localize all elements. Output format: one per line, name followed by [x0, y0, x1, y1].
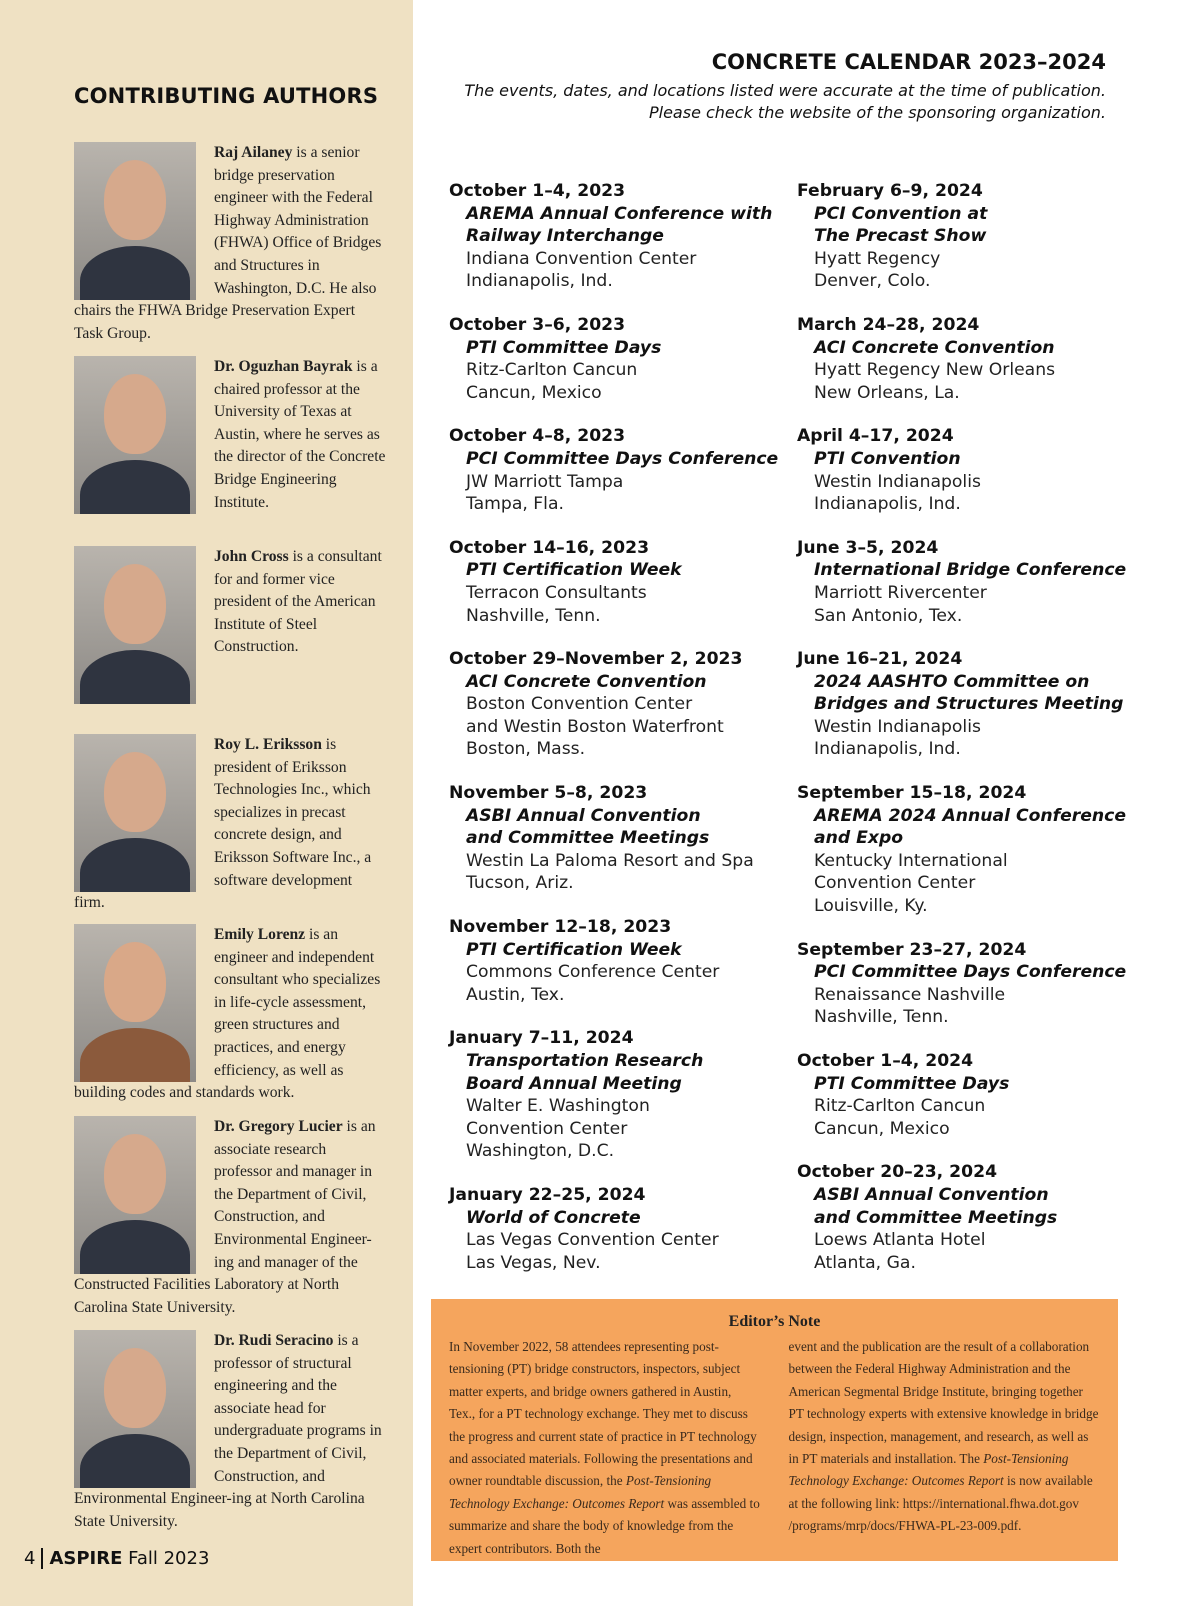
- event-date: September 23–27, 2024: [797, 939, 1027, 960]
- event-name: Railway Interchange: [466, 226, 664, 247]
- sidebar-title: CONTRIBUTING AUTHORS: [74, 84, 379, 108]
- event-date: September 15–18, 2024: [797, 783, 1027, 804]
- calendar-event: [797, 180, 1117, 293]
- event-name: World of Concrete: [466, 1207, 641, 1228]
- page-number: 4: [24, 1548, 43, 1569]
- calendar-event: [449, 180, 773, 293]
- calendar-event: [449, 782, 769, 895]
- event-name: The Precast Show: [814, 226, 987, 247]
- event-name: ASBI Annual Convention: [814, 1184, 1049, 1205]
- event-date: January 22–25, 2024: [449, 1184, 646, 1205]
- author-name: Dr. Gregory Lucier: [214, 1118, 343, 1135]
- report-title: Post-Tensioning Technology Exchange: Outcomes Report: [788, 1451, 1069, 1489]
- author-bio: is president of Eriksson Technologies Inc., which specializes in precast concrete design, and Eriksson Software Inc., a software development firm.: [74, 736, 372, 912]
- event-location: Boston Convention Center: [466, 694, 693, 715]
- event-location: New Orleans, La.: [814, 382, 960, 403]
- event-location: Loews Atlanta Hotel: [814, 1230, 986, 1251]
- calendar-event: [797, 1161, 1117, 1274]
- event-name: Board Annual Meeting: [466, 1073, 682, 1094]
- event-date: October 29–November 2, 2023: [449, 649, 743, 670]
- event-name: PTI Certification Week: [466, 560, 682, 581]
- event-name: Transportation Research: [466, 1051, 704, 1071]
- editors-note-column: [789, 1336, 1101, 1560]
- calendar-event: [449, 1027, 769, 1163]
- author-name: Dr. Rudi Seracino: [214, 1332, 334, 1349]
- event-location: San Antonio, Tex.: [814, 605, 963, 626]
- author-name: John Cross: [214, 548, 289, 565]
- event-location: Cancun, Mexico: [814, 1118, 950, 1139]
- calendar-event: [797, 314, 1117, 404]
- event-location: and Westin Boston Waterfront: [466, 716, 724, 737]
- report-title: Post-Tensioning Technology Exchange: Outcomes Report: [449, 1473, 712, 1511]
- event-location: Westin Indianapolis: [814, 471, 981, 492]
- page-footer: [24, 1548, 209, 1569]
- event-location: Indianapolis, Ind.: [814, 739, 961, 760]
- event-location: Nashville, Tenn.: [466, 605, 601, 626]
- calendar-event: [797, 1050, 1117, 1140]
- contributing-authors-sidebar: [0, 0, 413, 1606]
- author-photo: [74, 356, 196, 514]
- author-bio: is an associate research professor and manager in the Department of Civil, Construction, and Environmental Engineer-ing and manager of the Constructed Facilities Laboratory at North Carolina State University.: [74, 1118, 376, 1316]
- calendar-disclaimer: [464, 80, 1106, 124]
- editors-note-box: [431, 1299, 1118, 1561]
- author-photo: [74, 546, 196, 704]
- author-entry: [74, 356, 386, 514]
- calendar-event: [449, 537, 769, 627]
- event-name: ACI Concrete Convention: [466, 671, 707, 692]
- event-name: and Committee Meetings: [814, 1207, 1058, 1228]
- event-date: November 12–18, 2023: [449, 917, 672, 938]
- event-name: Bridges and Structures Meeting: [814, 694, 1124, 715]
- note-text: In November 2022, 58 attendees representing post-tensioning (PT) bridge constructors, inspectors, subject matter experts, and bridge owners gathered in Austin, Tex., for a PT technology exchange. They met to discuss the progress and current state of practice in PT technology and associated materials. Following the presentations and owner roundtable discussion, the: [449, 1339, 757, 1489]
- event-location: JW Marriott Tampa: [466, 471, 624, 492]
- editors-note-title: Editor’s Note: [728, 1313, 821, 1330]
- event-name: PCI Committee Days Conference: [814, 962, 1127, 983]
- author-bio: is a chaired professor at the University of Texas at Austin, where he serves as the director of the Concrete Bridge Engineering Institute.: [214, 358, 386, 511]
- editors-note-column: [449, 1336, 761, 1560]
- event-location: Nashville, Tenn.: [814, 1007, 949, 1028]
- event-name: PTI Committee Days: [466, 337, 662, 358]
- event-name: AREMA 2024 Annual Conference: [814, 805, 1126, 826]
- calendar-event: [449, 1184, 769, 1274]
- event-location: Indianapolis, Ind.: [466, 271, 613, 292]
- event-location: Ritz-Carlton Cancun: [814, 1096, 986, 1117]
- event-name: ACI Concrete Convention: [814, 337, 1055, 358]
- author-bio: is a professor of structural engineering and the associate head for undergraduate programs in the Department of Civil, Construction, and Environmental Engineer-ing at North Carolina State University.: [74, 1332, 382, 1530]
- event-location: Convention Center: [466, 1118, 628, 1139]
- event-location: Ritz-Carlton Cancun: [466, 360, 638, 381]
- event-name: PTI Convention: [814, 448, 961, 469]
- event-location: Terracon Consultants: [466, 582, 647, 603]
- event-location: Tampa, Fla.: [466, 494, 564, 515]
- event-location: Marriott Rivercenter: [814, 582, 987, 603]
- author-name: Raj Ailaney: [214, 144, 293, 161]
- event-date: October 1–4, 2023: [449, 181, 626, 201]
- calendar-event: [449, 314, 769, 404]
- magazine-issue: Fall 2023: [122, 1548, 210, 1569]
- calendar-column-left: [449, 180, 779, 1295]
- event-date: June 3–5, 2024: [797, 537, 939, 558]
- note-text: was assembled to summarize and share the body of knowledge from the expert contributors. Both the: [449, 1495, 760, 1556]
- author-entry: [74, 1116, 386, 1319]
- author-photo: [74, 1330, 196, 1488]
- event-location: Hyatt Regency New Orleans: [814, 360, 1056, 381]
- author-name: Roy L. Eriksson: [214, 736, 322, 753]
- event-location: Boston, Mass.: [466, 739, 586, 760]
- event-location: Tucson, Ariz.: [466, 873, 574, 894]
- calendar-event: [797, 537, 1127, 627]
- event-location: Walter E. Washington: [466, 1096, 650, 1117]
- event-location: Westin La Paloma Resort and Spa: [466, 850, 754, 871]
- event-location: Renaissance Nashville: [814, 984, 1006, 1005]
- event-name: International Bridge Conference: [814, 560, 1127, 581]
- author-name: Dr. Oguzhan Bayrak: [214, 358, 353, 375]
- event-location: Austin, Tex.: [466, 984, 565, 1005]
- event-date: October 3–6, 2023: [449, 314, 626, 335]
- author-photo: [74, 734, 196, 892]
- calendar-event: [449, 425, 779, 515]
- event-name: AREMA Annual Conference with: [466, 203, 773, 224]
- event-location: Atlanta, Ga.: [814, 1252, 916, 1273]
- author-photo: [74, 1116, 196, 1274]
- author-bio: is an engineer and independent consultant who specializes in life-cycle assessment, green structures and practices, and energy efficiency, as well as building codes and standards work.: [74, 926, 381, 1102]
- event-name: and Expo: [814, 828, 904, 849]
- event-date: November 5–8, 2023: [449, 783, 648, 804]
- calendar-event: [797, 939, 1127, 1029]
- event-location: Convention Center: [814, 873, 976, 894]
- author-entry: [74, 924, 386, 1105]
- calendar-event: [797, 782, 1126, 918]
- event-name: PTI Certification Week: [466, 939, 682, 960]
- author-bio: is a senior bridge preservation engineer with the Federal Highway Administration (FHWA) Office of Bridges and Structures in Washington, D.C. He also chairs the FHWA Bridge Preservation Expert Task Group.: [74, 144, 382, 342]
- calendar-event: [797, 425, 1117, 515]
- event-name: and Committee Meetings: [466, 828, 710, 849]
- author-entry: [74, 142, 386, 345]
- calendar-title: CONCRETE CALENDAR 2023–2024: [711, 50, 1106, 74]
- calendar-event: [449, 916, 769, 1006]
- event-location: Westin Indianapolis: [814, 716, 981, 737]
- event-location: Louisville, Ky.: [814, 896, 928, 917]
- event-date: October 20–23, 2024: [797, 1162, 998, 1183]
- author-entry: [74, 1330, 386, 1533]
- event-location: Washington, D.C.: [466, 1141, 615, 1162]
- magazine-name: ASPIRE: [49, 1548, 123, 1569]
- event-location: Indianapolis, Ind.: [814, 494, 961, 515]
- author-entry: [74, 734, 386, 915]
- event-date: October 4–8, 2023: [449, 426, 626, 447]
- event-location: Cancun, Mexico: [466, 382, 602, 403]
- calendar-event: [797, 648, 1124, 761]
- event-location: Las Vegas, Nev.: [466, 1252, 601, 1273]
- event-location: Hyatt Regency: [814, 248, 941, 269]
- event-date: April 4–17, 2024: [797, 426, 954, 447]
- disclaimer-line: The events, dates, and locations listed were accurate at the time of publication.: [464, 81, 1106, 100]
- event-name: 2024 AASHTO Committee on: [814, 671, 1090, 692]
- author-entry: [74, 546, 386, 704]
- event-name: PCI Convention at: [814, 203, 988, 224]
- author-name: Emily Lorenz: [214, 926, 306, 943]
- note-text: event and the publication are the result of a collaboration between the Federal Highway Administration and the American Segmental Bridge Institute, bringing together PT technology experts with extensive knowledge in bridge design, inspection, management, and research, as well as in PT materials and installation. The: [788, 1339, 1099, 1467]
- event-name: PCI Committee Days Conference: [466, 448, 779, 469]
- event-location: Denver, Colo.: [814, 271, 931, 292]
- event-date: October 1–4, 2024: [797, 1051, 974, 1071]
- event-date: March 24–28, 2024: [797, 314, 980, 335]
- calendar-column-right: [797, 180, 1127, 1295]
- event-name: ASBI Annual Convention: [466, 805, 701, 826]
- author-photo: [74, 924, 196, 1082]
- event-location: Las Vegas Convention Center: [466, 1230, 719, 1251]
- event-date: October 14–16, 2023: [449, 537, 650, 558]
- event-date: January 7–11, 2024: [449, 1028, 634, 1049]
- event-location: Commons Conference Center: [466, 962, 720, 983]
- event-location: Kentucky International: [814, 850, 1008, 871]
- disclaimer-line: Please check the website of the sponsoring organization.: [648, 103, 1106, 122]
- note-text: is now available at the following link: https://international.fhwa.dot.gov /programs/mrp/docs/FHWA-PL-23-009.pdf.: [788, 1473, 1093, 1534]
- author-bio: is a consultant for and former vice president of the American Institute of Steel Construction.: [214, 548, 382, 656]
- calendar-event: [449, 648, 769, 761]
- event-name: PTI Committee Days: [814, 1073, 1010, 1094]
- author-photo: [74, 142, 196, 300]
- event-location: Indiana Convention Center: [466, 248, 697, 269]
- event-date: February 6–9, 2024: [797, 181, 983, 201]
- event-date: June 16–21, 2024: [797, 649, 963, 670]
